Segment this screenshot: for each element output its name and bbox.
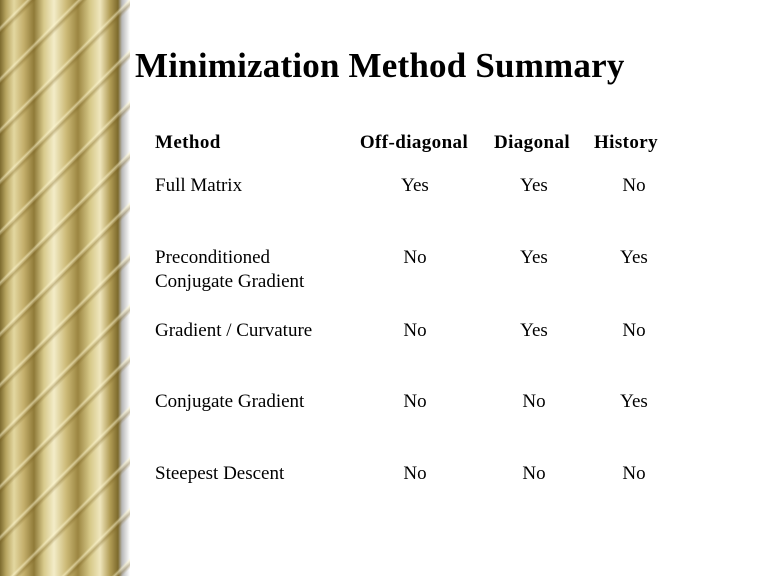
header-off-diagonal: Off-diagonal — [359, 132, 469, 153]
off-diagonal-value: No — [403, 463, 427, 484]
off-diagonal-value: No — [403, 391, 427, 412]
method-name: Full Matrix — [155, 175, 243, 196]
method-name: Conjugate Gradient — [155, 391, 305, 412]
slide-title: Minimization Method Summary — [135, 46, 625, 85]
header-method: Method — [155, 132, 221, 153]
diagonal-value: Yes — [520, 247, 548, 268]
method-name: Preconditioned — [155, 247, 271, 268]
off-diagonal-value: No — [403, 247, 427, 268]
history-value: Yes — [620, 247, 648, 268]
off-diagonal-value: No — [403, 320, 427, 341]
diagonal-value: Yes — [520, 320, 548, 341]
off-diagonal-value: Yes — [401, 175, 429, 196]
decorative-column-border — [0, 0, 130, 576]
history-value: No — [622, 175, 646, 196]
method-name: Gradient / Curvature — [155, 320, 313, 341]
method-name: Steepest Descent — [155, 463, 285, 484]
diagonal-value: Yes — [520, 175, 548, 196]
history-value: No — [622, 320, 646, 341]
header-history: History — [593, 132, 659, 153]
method-name-line2: Conjugate Gradient — [155, 271, 305, 292]
diagonal-value: No — [522, 463, 546, 484]
history-value: Yes — [620, 391, 648, 412]
header-diagonal: Diagonal — [493, 132, 571, 153]
diagonal-value: No — [522, 391, 546, 412]
history-value: No — [622, 463, 646, 484]
